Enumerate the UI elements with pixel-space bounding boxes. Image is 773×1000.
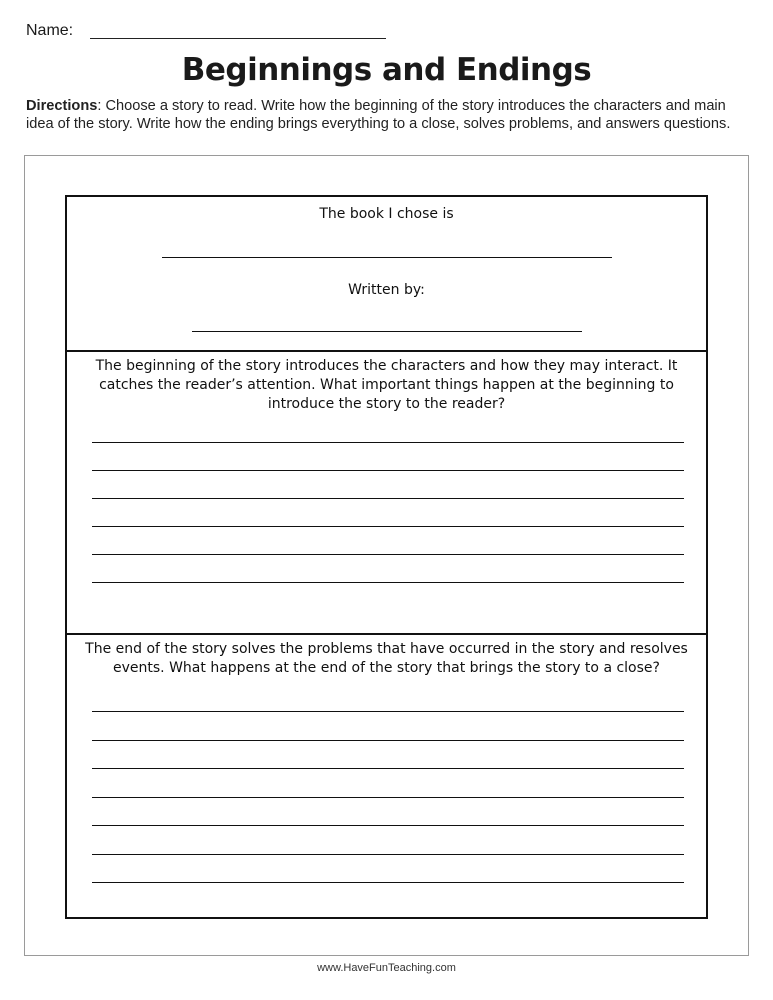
page-title: Beginnings and Endings [181, 52, 592, 88]
directions-text: : Choose a story to read. Write how the beginning of the story introduces the characters and main idea of the story. Write how the ending brings everything to a close, solves problems, and answers questions. [26, 98, 731, 132]
answer-line[interactable] [92, 797, 684, 798]
answer-line[interactable] [92, 470, 684, 471]
footer-website: www.HaveFunTeaching.com [317, 962, 456, 974]
directions-label: Directions [26, 98, 98, 114]
name-label: Name: [26, 22, 74, 39]
answer-line[interactable] [92, 554, 684, 555]
ending-prompt: The end of the story solves the problems that have occurred in the story and resolves events. What happens at the end of the story that brings the story to a close? [85, 641, 688, 676]
directions [26, 97, 751, 133]
author-prompt: Written by: [348, 282, 425, 298]
answer-line[interactable] [92, 825, 684, 826]
answer-line[interactable] [92, 854, 684, 855]
answer-line[interactable] [92, 740, 684, 741]
name-input-line[interactable] [90, 38, 386, 39]
ending-section [67, 635, 706, 917]
book-prompt: The book I chose is [319, 206, 454, 222]
answer-line[interactable] [92, 442, 684, 443]
book-info-section [67, 197, 706, 352]
answer-line[interactable] [92, 882, 684, 883]
beginning-prompt: The beginning of the story introduces the characters and how they may interact. It catches the reader’s attention. What important things happen at the beginning to introduce the story to the reader? [95, 358, 678, 412]
answer-line[interactable] [92, 711, 684, 712]
beginning-section [67, 352, 706, 635]
worksheet-box [65, 195, 708, 919]
answer-line[interactable] [92, 526, 684, 527]
answer-line[interactable] [92, 498, 684, 499]
answer-line[interactable] [92, 582, 684, 583]
author-line[interactable] [192, 331, 582, 332]
answer-line[interactable] [92, 768, 684, 769]
book-title-line[interactable] [162, 257, 612, 258]
